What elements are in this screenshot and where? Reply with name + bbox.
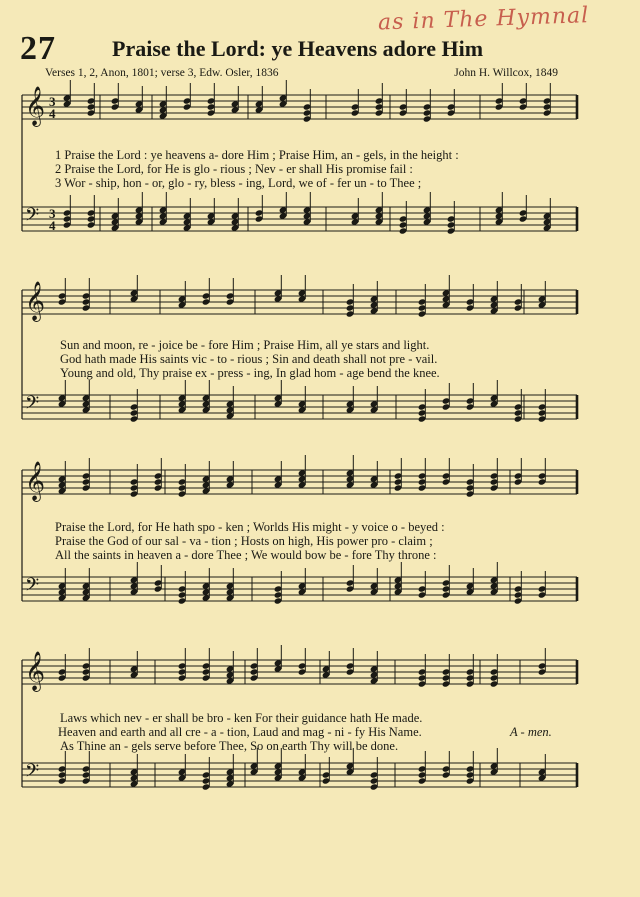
time-signature-bottom: 4 bbox=[49, 218, 56, 233]
lyric-line: As Thine an - gels serve before Thee, So on earth Thy will be done. bbox=[60, 739, 399, 753]
hymn-number: 27 bbox=[20, 30, 56, 67]
bass-clef: 𝄢 bbox=[25, 393, 40, 418]
lyric-line: All the saints in heaven a - dore Thee ; We would bow be - fore Thy throne : bbox=[55, 548, 437, 562]
lyric-line: 3 Wor - ship, hon - or, glo - ry, bless - ing, Lord, we of - fer un - to Thee ; bbox=[55, 176, 422, 190]
lyric-line: 1 Praise the Lord : ye heavens a- dore Him ; Praise Him, an - gels, in the height : bbox=[55, 148, 459, 162]
treble-clef: 𝄞 bbox=[25, 281, 46, 321]
bass-clef: 𝄢 bbox=[25, 205, 40, 230]
lyric-line: Laws which nev - er shall be bro - ken For their guidance hath He made. bbox=[60, 711, 423, 725]
time-signature-bottom: 4 bbox=[49, 106, 56, 121]
bass-clef: 𝄢 bbox=[25, 575, 40, 600]
text-credit: Verses 1, 2, Anon, 1801; verse 3, Edw. Osler, 1836 bbox=[45, 67, 279, 79]
time-signature-top: 3 bbox=[49, 94, 56, 109]
hymn-title: Praise the Lord: ye Heavens adore Him bbox=[112, 36, 484, 61]
handwritten-annotation: as in The Hymnal bbox=[377, 3, 590, 36]
treble-clef: 𝄞 bbox=[25, 651, 46, 691]
bass-clef: 𝄢 bbox=[25, 761, 40, 786]
lyric-line: Sun and moon, re - joice be - fore Him ; Praise Him, all ye stars and light. bbox=[60, 338, 430, 352]
lyric-line: God hath made His saints vic - to - rious ; Sin and death shall not pre - vail. bbox=[60, 352, 438, 366]
time-signature-top: 3 bbox=[49, 206, 56, 221]
lyric-line: 2 Praise the Lord, for He is glo - rious ; Nev - er shall His promise fail : bbox=[55, 162, 413, 176]
lyric-line: Praise the Lord, for He hath spo - ken ; Worlds His might - y voice o - beyed : bbox=[55, 520, 445, 534]
tune-credit: John H. Willcox, 1849 bbox=[454, 67, 558, 79]
amen-text: A - men. bbox=[510, 725, 552, 739]
lyric-line: Young and old, Thy praise ex - press - ing, In glad hom - age bend the knee. bbox=[60, 366, 440, 380]
lyric-line: Heaven and earth and all cre - a - tion, Laud and mag - ni - fy His Name. bbox=[58, 725, 422, 739]
treble-clef: 𝄞 bbox=[25, 461, 46, 501]
treble-clef: 𝄞 bbox=[25, 86, 46, 126]
lyric-line: Praise the God of our sal - va - tion ; Hosts on high, His power pro - claim ; bbox=[55, 534, 433, 548]
